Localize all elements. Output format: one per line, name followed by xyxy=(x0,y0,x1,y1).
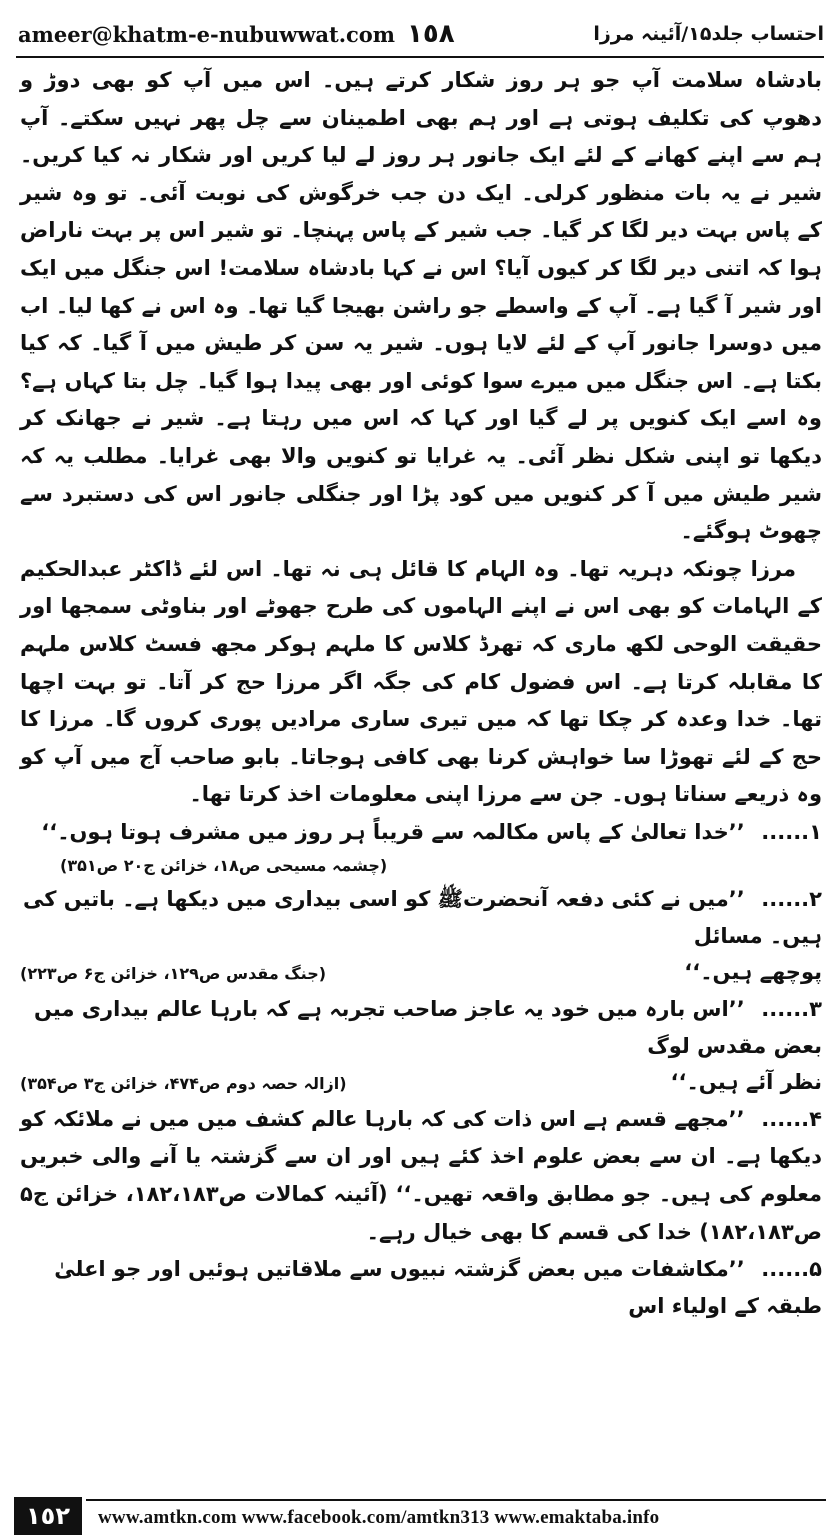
header-page-number: ١٥٨ xyxy=(407,19,455,49)
header-divider xyxy=(16,56,824,58)
item-text: ’’مکاشفات میں بعض گزشتہ نبیوں سے ملاقاتیں ہوئیں اور جو اعلیٰ طبقہ کے اولیاء اس xyxy=(54,1257,822,1319)
list-item-4 xyxy=(20,1101,822,1251)
item-citation: (چشمہ مسیحی ص۱۸، خزائن ج۲۰ ص۳۵۱) xyxy=(60,855,388,875)
footer-page-number: ١٥٢ xyxy=(14,1497,82,1535)
item-number: ۱...... xyxy=(761,819,822,844)
header-email: ameer@khatm-e-nubuwwat.com xyxy=(18,21,396,47)
item-citation: (جنگ مقدس ص۱۲۹، خزائن ج۶ ص۲۲۳) xyxy=(20,963,327,983)
page-header xyxy=(18,14,824,54)
item-number: ۲...... xyxy=(761,886,822,911)
item-text: ’’میں نے کئی دفعہ آنحضرتﷺ کو اسی بیداری میں دیکھا ہے۔ باتیں کی ہیں۔ مسائل xyxy=(22,886,822,948)
header-left xyxy=(18,19,455,49)
list-item-3 xyxy=(20,991,822,1101)
list-item-5 xyxy=(20,1251,822,1325)
item-text-tail: پوچھے ہیں۔‘‘ xyxy=(684,959,822,984)
item-number: ۴...... xyxy=(761,1106,822,1131)
footer-links: www.amtkn.com www.facebook.com/amtkn313 www.emaktaba.info xyxy=(98,1507,660,1528)
item-number: ۵...... xyxy=(761,1257,822,1282)
page-footer xyxy=(14,1497,826,1537)
page-body xyxy=(20,62,822,1325)
footer-divider xyxy=(86,1499,826,1501)
item-citation: (ازالہ حصہ دوم ص۴۷۴، خزائن ج۳ ص۳۵۴) xyxy=(20,1073,347,1093)
item-text: ’’خدا تعالیٰ کے پاس مکالمہ سے قریباً ہر روز میں مشرف ہوتا ہوں۔‘‘ xyxy=(41,819,745,844)
paragraph-mirza: مرزا چونکہ دہریہ تھا۔ وہ الہام کا قائل ہی نہ تھا۔ اس لئے ڈاکٹر عبدالحکیم کے الہامات کو بھی اس نے اپنے الہاموں کی طرح جھوٹے اور بناوٹی سمجھا اور حقیقت الوحی لکھ ماری کہ تھرڈ کلاس کا ملہم ہوکر مجھ فسٹ کلاس ملہم کا مقابلہ کرتا ہے۔ اس فضول کام کی جگہ اگر مرزا حج کر آتا۔ تو بہت اچھا تھا۔ خدا وعدہ کر چکا تھا کہ میں تیری ساری مرادیں پوری کروں گا۔ مرزا کا حج کے لئے تھوڑا سا خواہش کرنا بھی کافی ہوجاتا۔ بابو صاحب آج میں آپ کو وہ ذریعے سناتا ہوں۔ جن سے مرزا اپنی معلومات اخذ کرتا تھا۔ xyxy=(20,556,822,807)
header-title: احتساب جلد۱۵/آئینہ مرزا xyxy=(593,23,824,45)
item-number: ۳...... xyxy=(761,996,822,1021)
list-item-1 xyxy=(20,814,822,881)
list-item-2 xyxy=(20,881,822,991)
item-text: ’’مجھے قسم ہے اس ذات کی کہ بارہا عالم کشف میں میں نے ملائکہ کو دیکھا ہے۔ ان سے بعض علوم اخذ کئے ہیں اور ان سے گزشتہ یا آنے والی خبریں معلوم کی ہیں۔ جو مطابق واقعہ تھیں۔‘‘ (آئینہ کمالات ص۱۸۲،۱۸۳، خزائن ج۵ ص۱۸۲،۱۸۳) خدا کی قسم کا بھی خیال رہے۔ xyxy=(20,1106,823,1244)
item-text-tail: نظر آئے ہیں۔‘‘ xyxy=(670,1069,822,1094)
paragraph-story: بادشاہ سلامت آپ جو ہر روز شکار کرتے ہیں۔ اس میں آپ کو بھی دوڑ و دھوپ کی تکلیف ہوتی ہے اور ہم بھی اطمینان سے چل پھر نہیں سکتے۔ آپ ہم سے اپنے کھانے کے لئے ایک جانور ہر روز لے لیا کریں اور شکار نہ کیا کریں۔ شیر نے یہ بات منظور کرلی۔ ایک دن جب خرگوش کی نوبت آئی۔ تو وہ شیر کے پاس بہت دیر لگا کر گیا۔ جب شیر کے پاس پہنچا۔ تو شیر اس پر بہت ناراض ہوا کہ اتنی دیر لگا کر کیوں آیا؟ اس نے کہا بادشاہ سلامت! اس جنگل میں ایک اور شیر آ گیا ہے۔ آپ کے واسطے جو راشن بھیجا گیا تھا۔ وہ اس نے کھا لیا۔ اب میں دوسرا جانور آپ کے لئے لایا ہوں۔ شیر یہ سن کر طیش میں آ گیا۔ کہ کیا بکتا ہے۔ اس جنگل میں میرے سوا کوئی اور بھی پیدا ہوا گیا۔ چل بتا کہاں ہے؟ وہ اسے ایک کنویں پر لے گیا اور کہا کہ اس میں رہتا ہے۔ شیر نے جھانک کر دیکھا تو اپنی شکل نظر آئی۔ یہ غرایا تو کنویں والا بھی غرایا۔ مطلب یہ کہ شیر طیش میں آ کر کنویں میں کود پڑا اور جنگلی جانور اس کی دستبرد سے چھوٹ ہوگئے۔ xyxy=(20,68,822,544)
item-text: ’’اس بارہ میں خود یہ عاجز صاحب تجربہ ہے کہ بارہا عالم بیداری میں بعض مقدس لوگ xyxy=(34,996,822,1058)
